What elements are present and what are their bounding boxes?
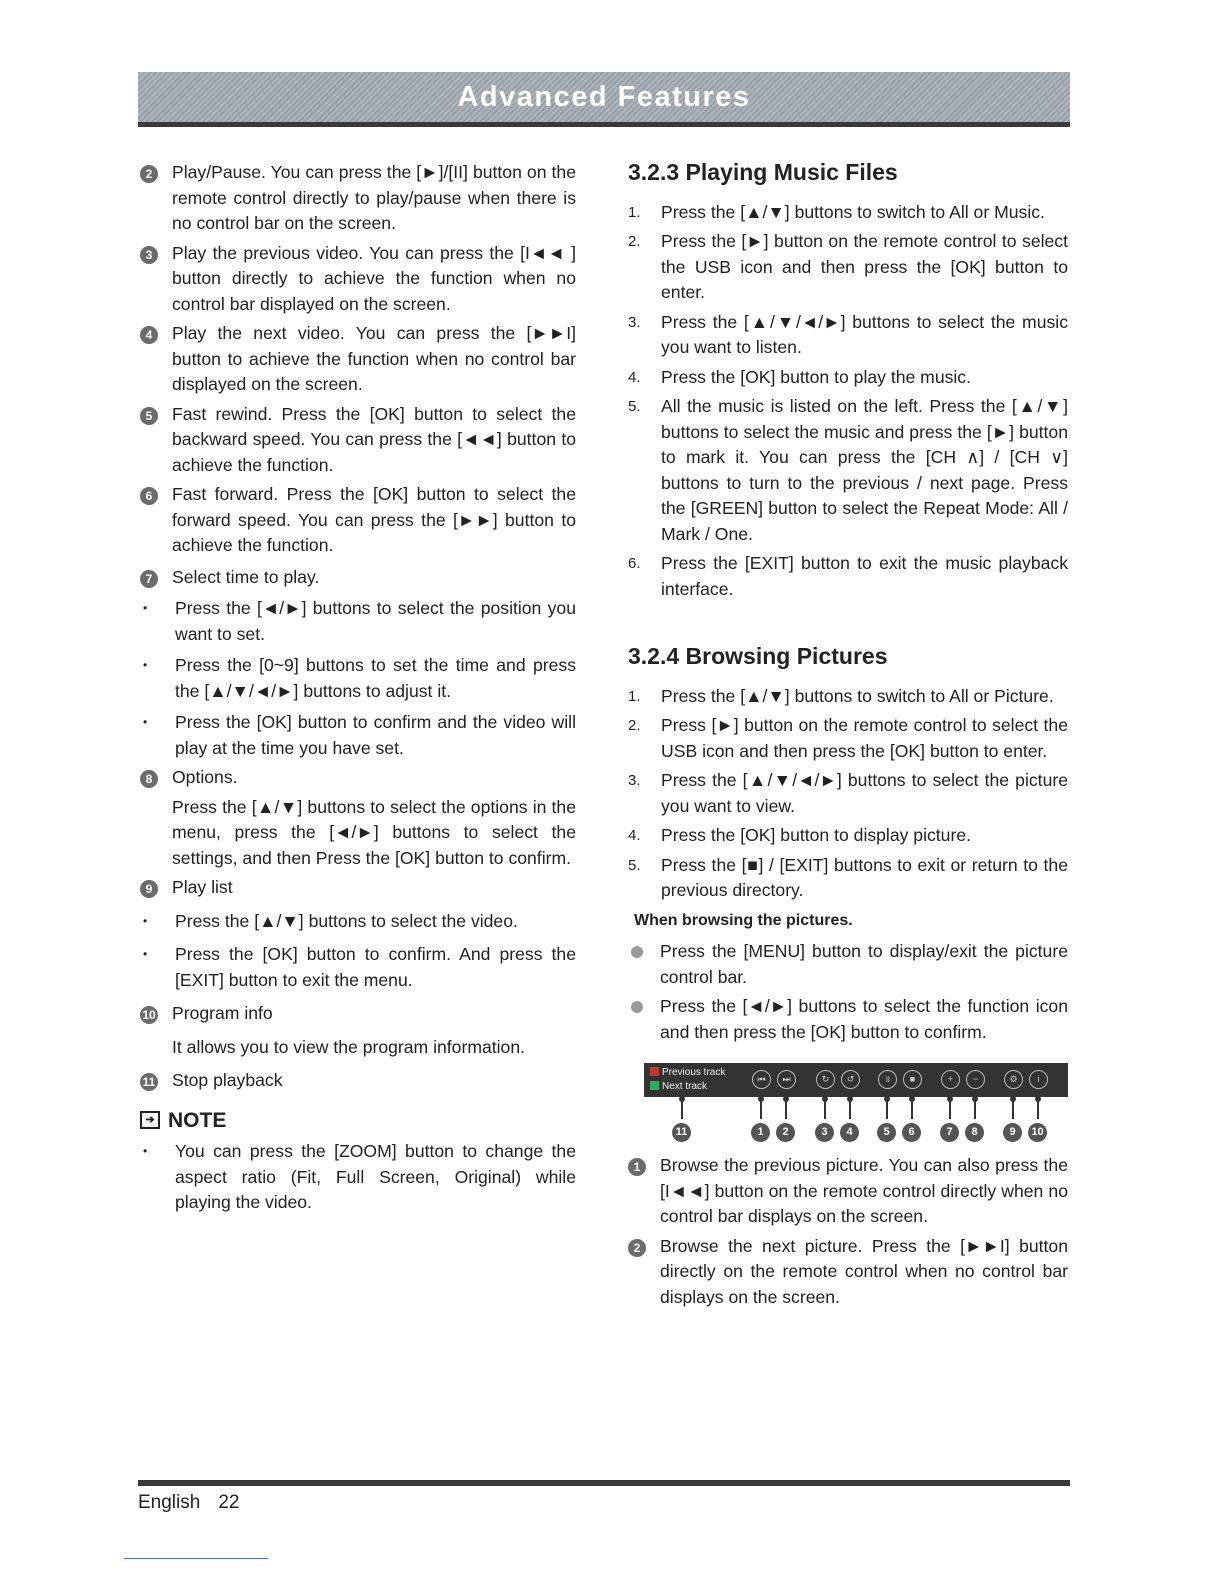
callout-stem	[681, 1097, 683, 1119]
number-badge: 10	[140, 1006, 158, 1024]
control-callouts	[644, 1097, 1068, 1153]
lead-text: When browsing the pictures.	[634, 911, 853, 929]
callout-number: 5	[877, 1123, 896, 1142]
callout-number: 8	[965, 1123, 984, 1142]
number-badge: 1	[628, 1158, 646, 1176]
control-legend: Previous track Next track	[650, 1066, 725, 1094]
right-column	[628, 160, 1068, 1314]
number-badge: 4	[140, 326, 158, 344]
legend-swatch-green	[650, 1081, 659, 1090]
list-item	[140, 241, 576, 318]
callout-number: 1	[751, 1123, 770, 1142]
picture-control-bar	[644, 1063, 1068, 1097]
callout-stem	[949, 1097, 951, 1119]
item-text: Play/Pause. You can press the [►]/[II] button on the remote control directly to play/pause when there is no control bar on the screen.	[172, 162, 576, 233]
note-heading: ➔ NOTE	[140, 1108, 576, 1134]
item-subtext: It allows you to view the program information.	[172, 1036, 526, 1057]
bullet-icon: •	[143, 913, 148, 928]
callout-stem	[886, 1097, 888, 1119]
rotate-left-icon: ↺	[841, 1070, 860, 1089]
bullet-icon: •	[143, 715, 148, 729]
callout-number: 11	[672, 1123, 691, 1142]
bullet-item: • Press the [OK] button to confirm. And press the [EXIT] button to exit the menu.	[140, 942, 576, 993]
section-banner	[138, 72, 1070, 127]
numbered-item: 2. Press the [►] button on the remote control to select the USB icon and then press the [OK] button to enter.	[628, 231, 1068, 302]
item-text: Play the next video. You can press the [►►I] button to achieve the function when no control bar displayed on the screen.	[172, 323, 576, 394]
rotate-right-icon: ↻	[816, 1070, 835, 1089]
legend-swatch-red	[650, 1067, 659, 1076]
bullet-icon: •	[143, 1144, 148, 1158]
settings-icon: ⚙	[1004, 1070, 1023, 1089]
item-text: Play the previous video. You can press the [I◄◄ ] button directly to achieve the function when no control bar displayed on the screen.	[172, 242, 576, 314]
number-badge: 7	[140, 570, 158, 588]
callout-stem	[1037, 1097, 1039, 1119]
numbered-item: 1. Press the [▲/▼] buttons to switch to All or Music.	[628, 201, 1045, 222]
list-item: 2 Browse the next picture. Press the [►►I] button directly on the remote control when no control bar displays on the screen.	[628, 1234, 1068, 1311]
numbered-item: 5. All the music is listed on the left. Press the [▲/▼] buttons to select the music and press the [►] button to mark it. You can press the [CH ∧] / [CH ∨] buttons to turn to the previous / next page. Press the [GREEN] button to select the Repeat Mode: All / Mark / One.	[628, 396, 1068, 544]
bullet-icon: •	[143, 947, 148, 961]
number-badge: 11	[140, 1073, 158, 1091]
footer-language: English	[138, 1492, 201, 1513]
callout-stem	[824, 1097, 826, 1119]
note-text: You can press the [ZOOM] button to change the aspect ratio (Fit, Full Screen, Original) while playing the video.	[175, 1141, 576, 1212]
item-subtext: Press the [▲/▼] buttons to select the options in the menu, press the [◄/►] buttons to select the settings, and then Press the [OK] button to confirm.	[172, 796, 576, 868]
callout-number: 4	[840, 1123, 859, 1142]
number-badge: 2	[140, 165, 158, 183]
page-number: 22	[218, 1492, 240, 1513]
bullet-icon: •	[143, 601, 148, 615]
callout-number: 10	[1028, 1123, 1047, 1142]
list-item	[140, 321, 576, 398]
number-badge: 9	[140, 880, 158, 898]
dot-icon	[631, 946, 643, 958]
bullet-icon: •	[143, 658, 148, 672]
previous-icon: ⏮	[752, 1070, 771, 1089]
number-badge: 6	[140, 487, 158, 505]
bullet-item: • Press the [▲/▼] buttons to select the video.	[140, 909, 576, 935]
numbered-item: 5. Press the [■] / [EXIT] buttons to exit or return to the previous directory.	[628, 854, 1068, 900]
bullet-item: Press the [◄/►] buttons to select the function icon and then press the [OK] button to confirm.	[628, 994, 1068, 1045]
callout-number: 6	[902, 1123, 921, 1142]
numbered-item: 3. Press the [▲/▼/◄/►] buttons to select the music you want to listen.	[628, 311, 1068, 357]
list-item	[140, 565, 576, 591]
callout-stem	[760, 1097, 762, 1119]
callout-stem	[785, 1097, 787, 1119]
number-badge: 8	[140, 770, 158, 788]
next-icon: ⏭	[777, 1070, 796, 1089]
stop-icon: ■	[903, 1070, 922, 1089]
zoom-out-icon: −	[966, 1070, 985, 1089]
bullet-item	[140, 1139, 576, 1216]
note-icon: ➔	[140, 1111, 160, 1129]
bullet-item: Press the [MENU] button to display/exit the picture control bar.	[628, 939, 1068, 990]
item-text: Select time to play.	[172, 566, 320, 587]
footer	[138, 1492, 257, 1514]
item-text: Fast rewind. Press the [OK] button to select the backward speed. You can press the [◄◄] button to achieve the function.	[172, 403, 576, 475]
number-badge: 5	[140, 407, 158, 425]
callout-stem	[849, 1097, 851, 1119]
number-badge: 3	[140, 246, 158, 264]
callout-number: 3	[815, 1123, 834, 1142]
numbered-item: 1. Press the [▲/▼] buttons to switch to All or Picture.	[628, 685, 1054, 706]
callout-number: 2	[776, 1123, 795, 1142]
callout-number: 7	[940, 1123, 959, 1142]
numbered-item: 4. Press the [OK] button to display picture.	[628, 825, 972, 845]
list-item: 8 Options.	[140, 765, 576, 791]
numbered-item: 3. Press the [▲/▼/◄/►] buttons to select the picture you want to view.	[628, 770, 1068, 816]
callout-stem	[1012, 1097, 1014, 1119]
pause-icon: ॥	[878, 1070, 897, 1089]
callout-stem	[974, 1097, 976, 1119]
bullet-item: • Press the [OK] button to confirm and the video will play at the time you have set.	[140, 710, 576, 761]
bullet-item: • Press the [0~9] buttons to set the time and press the [▲/▼/◄/►] buttons to adjust it.	[140, 653, 576, 704]
list-item	[140, 402, 576, 479]
list-item: 10 Program info	[140, 1001, 576, 1027]
numbered-item: 6. Press the [EXIT] button to exit the music playback interface.	[628, 553, 1068, 599]
numbered-item: 4. Press the [OK] button to play the music.	[628, 366, 971, 387]
info-icon: i	[1029, 1070, 1048, 1089]
callout-number: 9	[1003, 1123, 1022, 1142]
callout-stem	[911, 1097, 913, 1119]
list-item: 1 Browse the previous picture. You can also press the [I◄◄] button on the remote control directly when no control bar displays on the screen.	[628, 1153, 1068, 1230]
section-heading: 3.2.4 Browsing Pictures	[628, 643, 888, 669]
section-title: Advanced Features	[457, 80, 751, 113]
item-text: Fast forward. Press the [OK] button to select the forward speed. You can press the [►►] button to achieve the function.	[172, 484, 576, 555]
dot-icon	[631, 1001, 643, 1013]
numbered-item: 2. Press [►] button on the remote control to select the USB icon and then press the [OK] button to enter.	[628, 715, 1068, 761]
list-item: 11 Stop playback	[140, 1068, 576, 1094]
link-underline	[124, 1558, 268, 1559]
number-badge: 2	[628, 1239, 646, 1257]
footer-rule	[138, 1480, 1070, 1486]
list-item	[140, 160, 576, 237]
left-column	[140, 160, 576, 1220]
list-item	[140, 482, 576, 559]
bullet-item: • Press the [◄/►] buttons to select the position you want to set.	[140, 596, 576, 647]
list-item: 9 Play list	[140, 875, 576, 901]
section-heading: 3.2.3 Playing Music Files	[628, 159, 898, 185]
zoom-in-icon: +	[941, 1070, 960, 1089]
